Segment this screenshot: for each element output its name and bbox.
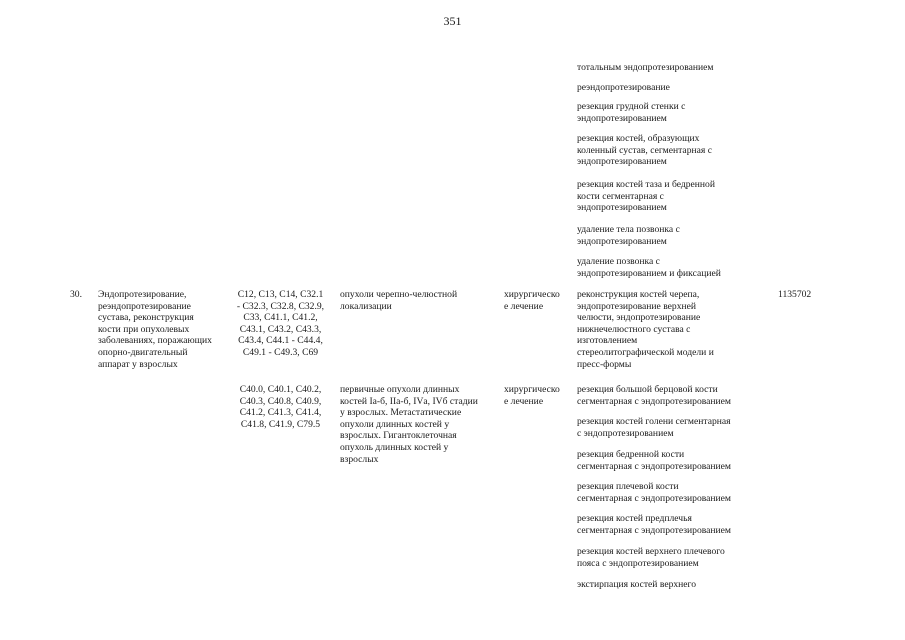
procedure-item: резекция костей предплечья сегментарная с эндопротезированием (577, 513, 732, 536)
diagnosis-codes: C12, C13, C14, C32.1 - C32.3, C32.8, C32.9, C33, C41.1, C41.2, C43.1, C43.2, C43.3, C43.4, C44.1 - C44.4, C49.1 - C49.3, C69 (236, 289, 325, 358)
procedure-item: удаление позвонка с эндопротезированием и фиксацией (577, 256, 721, 279)
procedure-item: резекция бедренной кости сегментарная с эндопротезированием (577, 449, 732, 472)
row-price: 1135702 (778, 289, 812, 300)
patient-model: первичные опухоли длинных костей Iа-б, IIа-б, IVа, IVб стадии у взрослых. Метастатические опухоли длинных костей у взрослых. Гигантоклеточная опухоль длинных костей у взрослых (340, 384, 478, 465)
row-number: 30. (70, 289, 82, 300)
procedure-item: резекция костей верхнего плечевого пояса с эндопротезированием (577, 546, 725, 569)
procedure-item: тотальным эндопротезированием (577, 62, 714, 73)
care-type-name: Эндопротезирование, реэндопротезирование сустава, реконструкция кости при опухолевых заболеваниях, поражающих опорно-двигательный аппарат у взрослых (98, 289, 212, 370)
procedure-item: удаление тела позвонка с эндопротезированием (577, 224, 680, 247)
patient-model: опухоли черепно-челюстной локализации (340, 289, 458, 312)
procedure-item: резекция костей голени сегментарная с эндопротезированием (577, 416, 731, 439)
procedure-item: реконструкция костей черепа, эндопротезирование верхней челюсти, эндопротезирование нижнечелюстного сустава с изготовлением стереолитографической модели и пресс-формы (577, 289, 714, 370)
procedure-item: резекция большой берцовой кости сегментарная с эндопротезированием (577, 384, 732, 407)
procedure-item: резекция костей, образующих коленный сустав, сегментарная с эндопротезированием (577, 133, 712, 168)
treatment-type: хирургическо е лечение (504, 289, 560, 312)
diagnosis-codes: C40.0, C40.1, C40.2, C40.3, C40.8, C40.9, C41.2, C41.3, C41.4, C41.8, C41.9, C79.5 (239, 384, 322, 430)
treatment-type: хирургическо е лечение (504, 384, 560, 407)
page-number: 351 (443, 14, 462, 28)
procedure-item: резекция грудной стенки с эндопротезированием (577, 101, 686, 124)
procedure-item: резекция плечевой кости сегментарная с эндопротезированием (577, 481, 732, 504)
procedure-item: экстирпация костей верхнего (577, 579, 697, 590)
procedure-item: реэндопротезирование (577, 82, 670, 93)
procedure-item: резекция костей таза и бедренной кости сегментарная с эндопротезированием (577, 179, 715, 214)
